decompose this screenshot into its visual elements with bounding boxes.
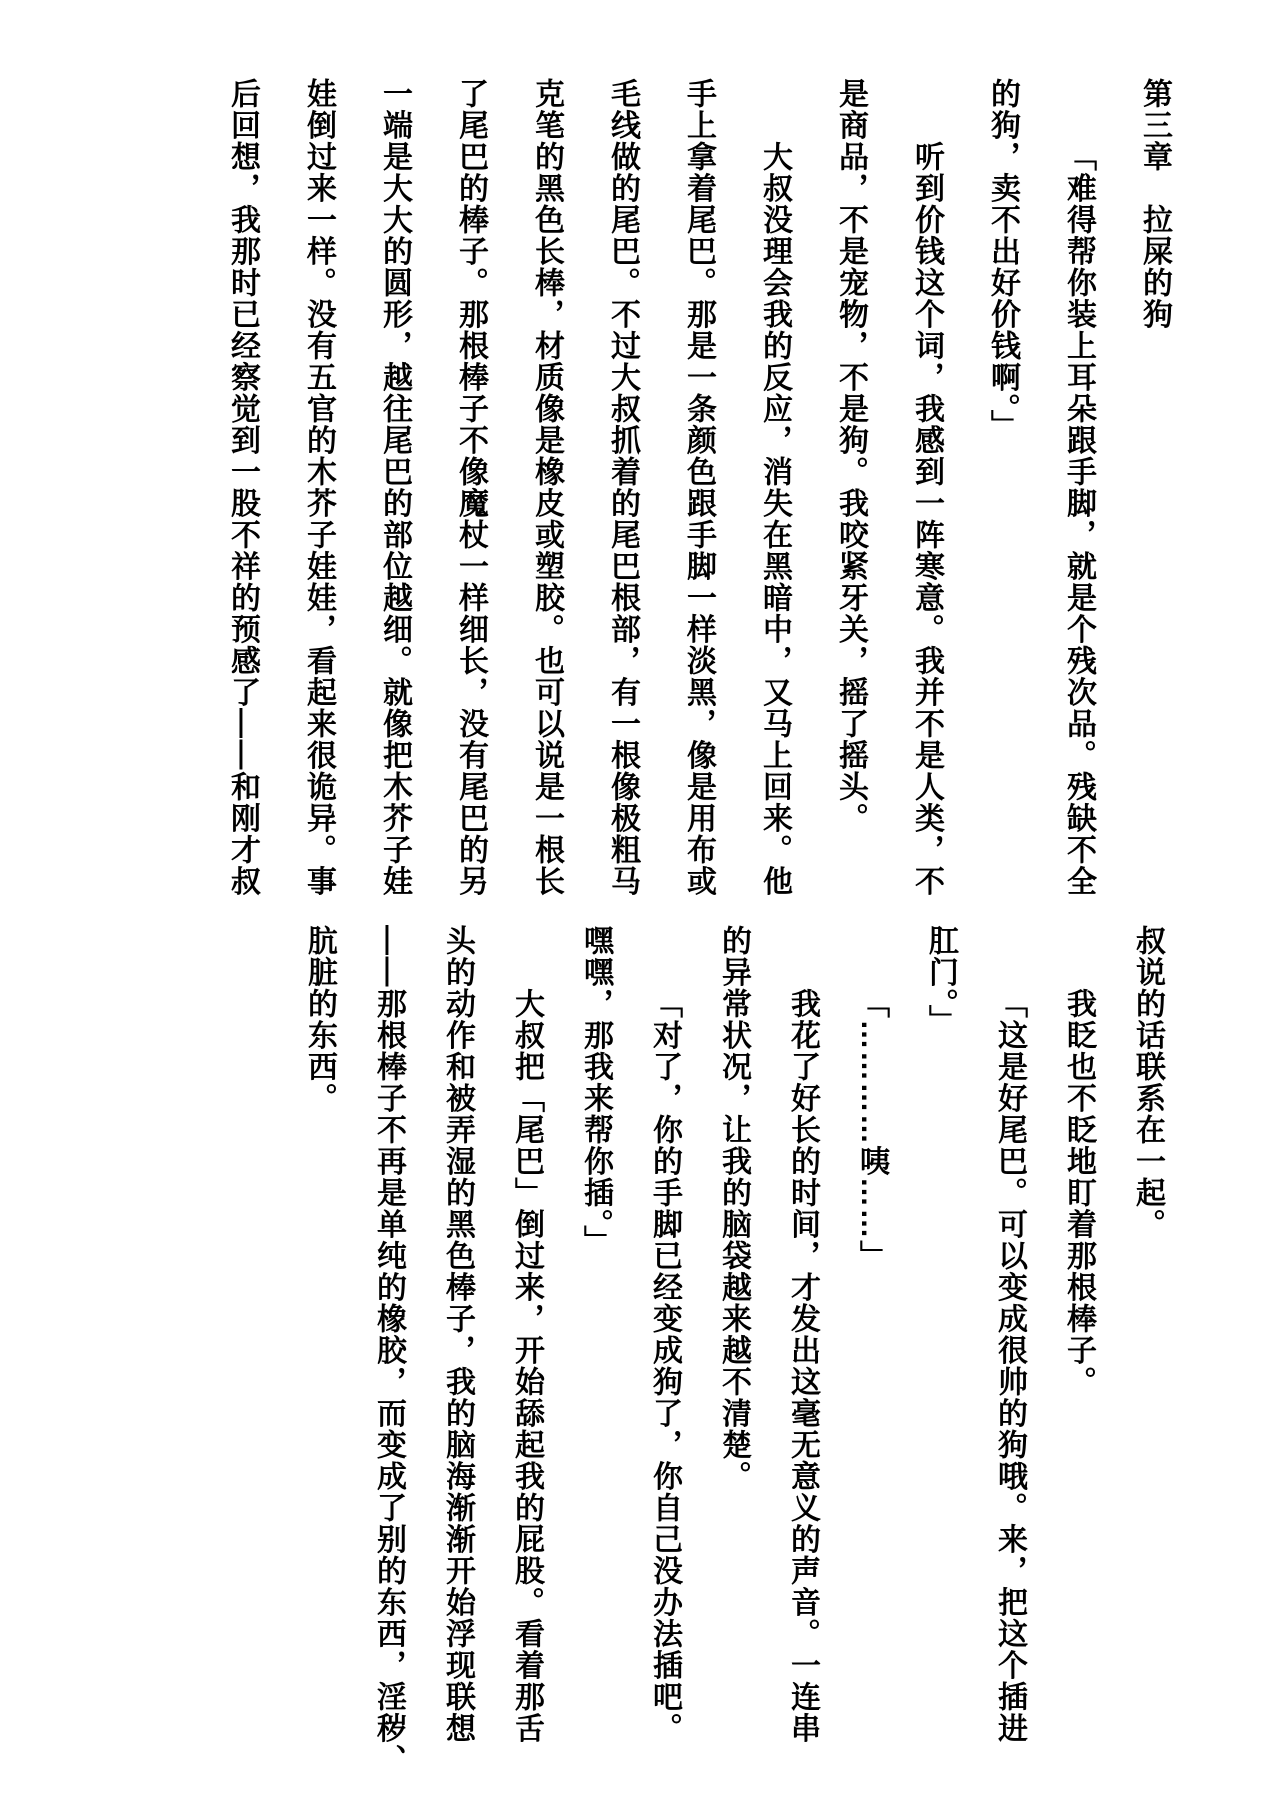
text-band-top	[204, 78, 1192, 896]
text-line: ——那根棒子不再是单纯的橡胶，而变成了别的东西，淫秽、	[372, 925, 405, 1776]
text-line: 嘿嘿，那我来帮你插。」	[579, 925, 612, 1257]
text-line: 毛线做的尾巴。不过大叔抓着的尾巴根部，有一根像极粗马	[606, 78, 639, 897]
text-line: 「难得帮你装上耳朵跟手脚，就是个残次品。残缺不全	[1062, 141, 1095, 897]
text-line: 肛门。」	[924, 925, 957, 1036]
text-line: 「对了，你的手脚已经变成狗了，你自己没办法插吧。	[648, 988, 681, 1744]
chapter-title: 第三章 拉屎的狗	[1138, 78, 1171, 330]
text-band-bottom	[285, 925, 1182, 1776]
text-line: 「这是好尾巴。可以变成很帅的狗哦。来，把这个插进	[993, 988, 1026, 1744]
text-line: 我眨也不眨地盯着那根棒子。	[1062, 988, 1095, 1398]
text-line: 头的动作和被弄湿的黑色棒子，我的脑海渐渐开始浮现联想	[441, 925, 474, 1744]
text-line: 大叔没理会我的反应，消失在黑暗中，又马上回来。他	[758, 141, 791, 897]
text-line: 大叔把「尾巴」倒过来，开始舔起我的屁股。看着那舌	[510, 988, 543, 1744]
text-line: 后回想，我那时已经察觉到一股不祥的预感了——和刚才叔	[226, 78, 259, 897]
text-line: 听到价钱这个词，我感到一阵寒意。我并不是人类，不	[910, 141, 943, 897]
text-line: 叔说的话联系在一起。	[1131, 925, 1164, 1240]
text-line: 肮脏的东西。	[303, 925, 336, 1114]
text-line: 手上拿着尾巴。那是一条颜色跟手脚一样淡黑，像是用布或	[682, 78, 715, 897]
text-line: 一端是大大的圆形，越往尾巴的部位越细。就像把木芥子娃	[378, 78, 411, 897]
text-line: 我花了好长的时间，才发出这毫无意义的声音。一连串	[786, 988, 819, 1744]
text-line: 克笔的黑色长棒，材质像是橡皮或塑胶。也可以说是一根长	[530, 78, 563, 897]
text-line: 「…………咦……」	[855, 988, 888, 1272]
text-line: 娃倒过来一样。没有五官的木芥子娃娃，看起来很诡异。事	[302, 78, 335, 897]
text-line: 的异常状况，让我的脑袋越来越不清楚。	[717, 925, 750, 1492]
text-line: 的狗，卖不出好价钱啊。」	[986, 78, 1019, 441]
text-line: 是商品，不是宠物，不是狗。我咬紧牙关，摇了摇头。	[834, 78, 867, 834]
text-line: 了尾巴的棒子。那根棒子不像魔杖一样细长，没有尾巴的另	[454, 78, 487, 897]
